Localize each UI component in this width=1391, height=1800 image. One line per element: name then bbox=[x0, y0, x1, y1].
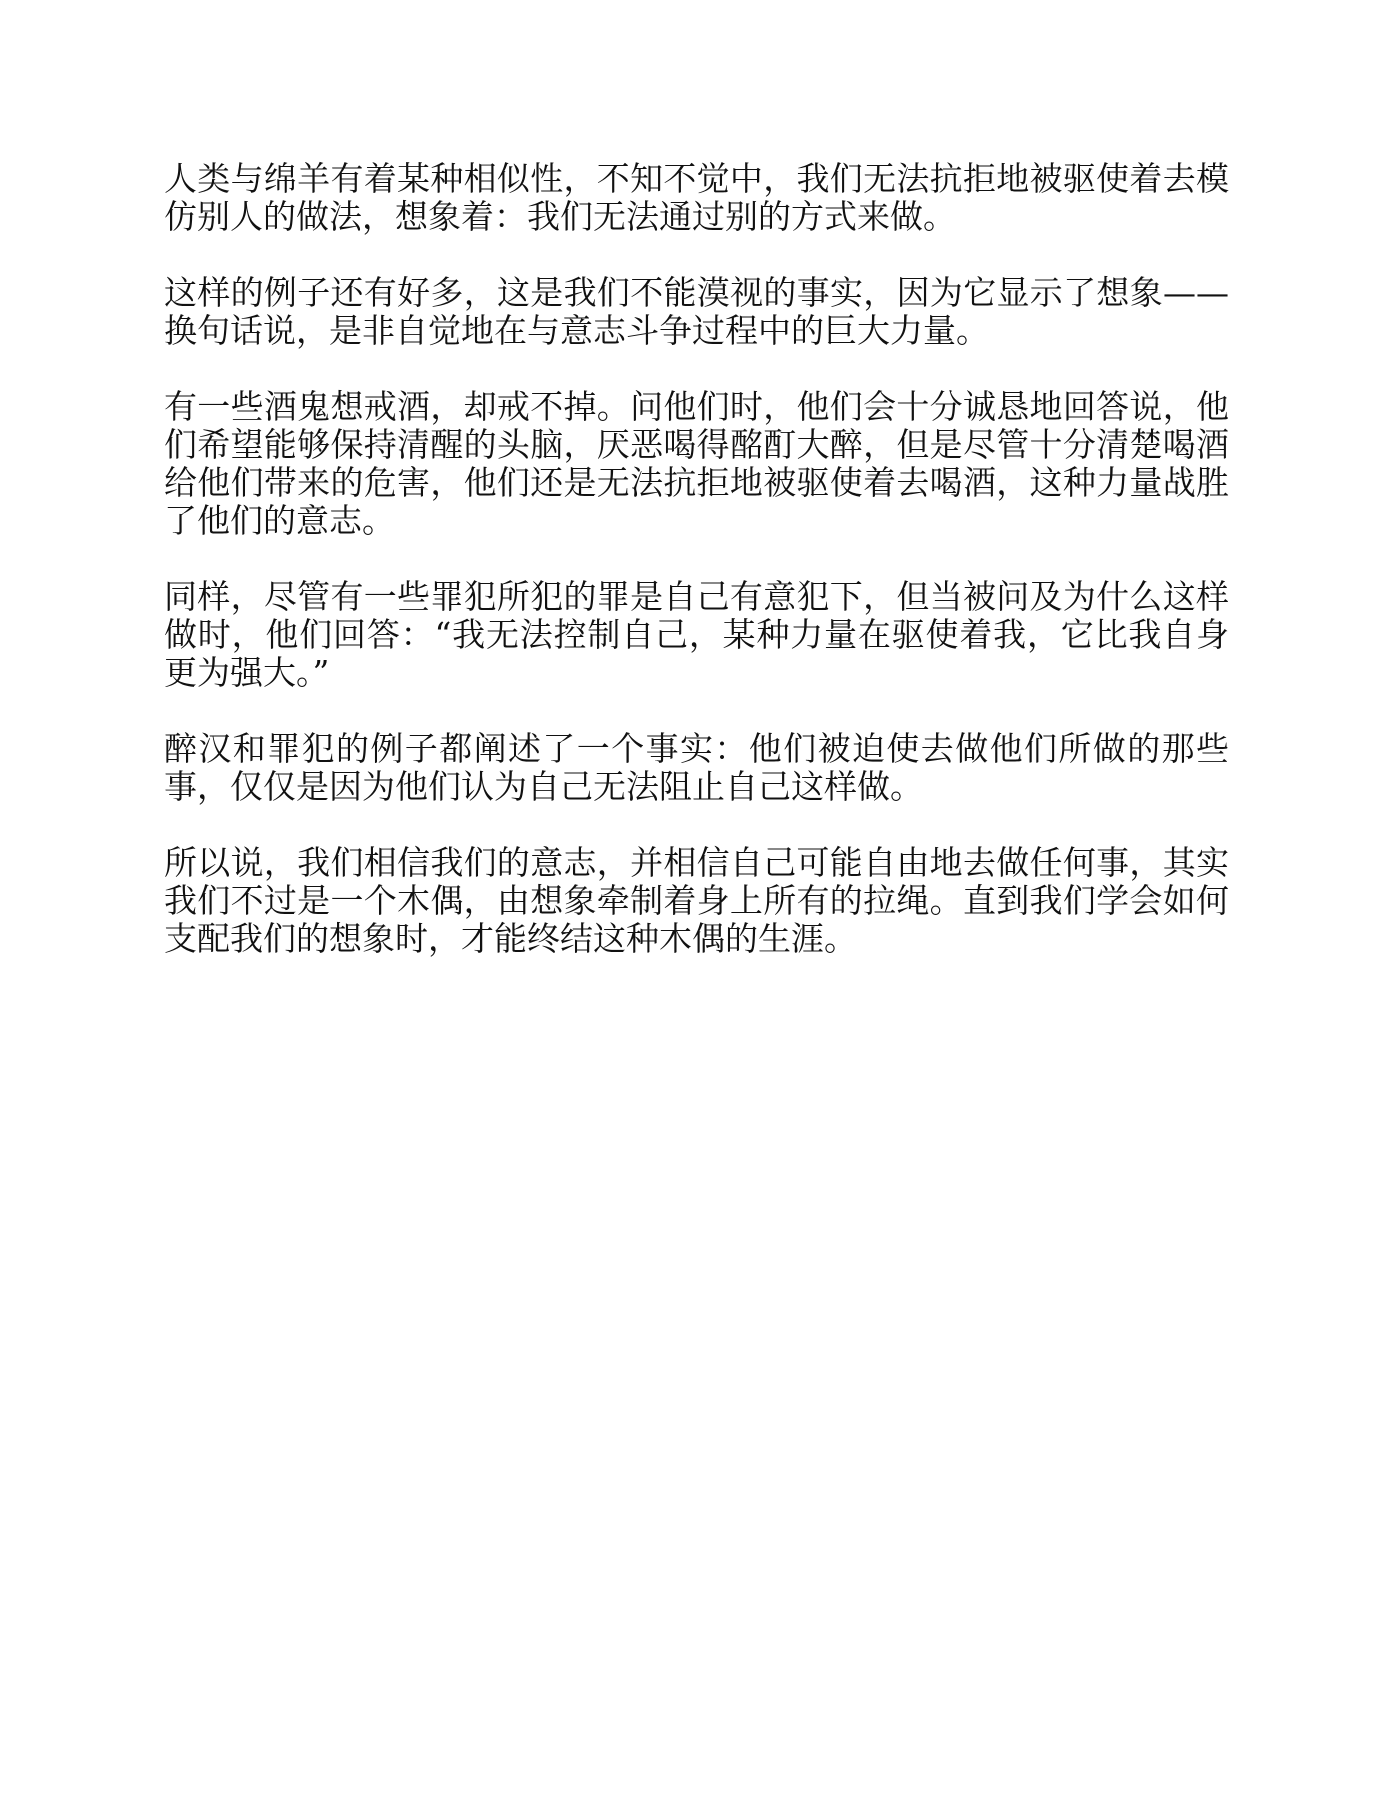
paragraph: 所以说，我们相信我们的意志，并相信自己可能自由地去做任何事，其实我们不过是一个木偶，由想象牵制着身上所有的拉绳。直到我们学会如何支配我们的想象时，才能终结这种木偶的生涯。 bbox=[164, 843, 1229, 958]
paragraph: 有一些酒鬼想戒酒，却戒不掉。问他们时，他们会十分诚恳地回答说，他们希望能够保持清醒的头脑，厌恶喝得酩酊大醉，但是尽管十分清楚喝酒给他们带来的危害，他们还是无法抗拒地被驱使着去喝酒，这种力量战胜了他们的意志。 bbox=[164, 387, 1229, 540]
paragraph: 这样的例子还有好多，这是我们不能漠视的事实，因为它显示了想象——换句话说，是非自觉地在与意志斗争过程中的巨大力量。 bbox=[164, 273, 1229, 350]
paragraph: 同样，尽管有一些罪犯所犯的罪是自己有意犯下，但当被问及为什么这样做时，他们回答：“我无法控制自己，某种力量在驱使着我，它比我自身更为强大。” bbox=[164, 577, 1229, 692]
body-text bbox=[164, 160, 1229, 996]
paragraph: 人类与绵羊有着某种相似性，不知不觉中，我们无法抗拒地被驱使着去模仿别人的做法，想象着：我们无法通过别的方式来做。 bbox=[164, 159, 1229, 236]
paragraph: 醉汉和罪犯的例子都阐述了一个事实：他们被迫使去做他们所做的那些事，仅仅是因为他们认为自己无法阻止自己这样做。 bbox=[164, 729, 1229, 806]
